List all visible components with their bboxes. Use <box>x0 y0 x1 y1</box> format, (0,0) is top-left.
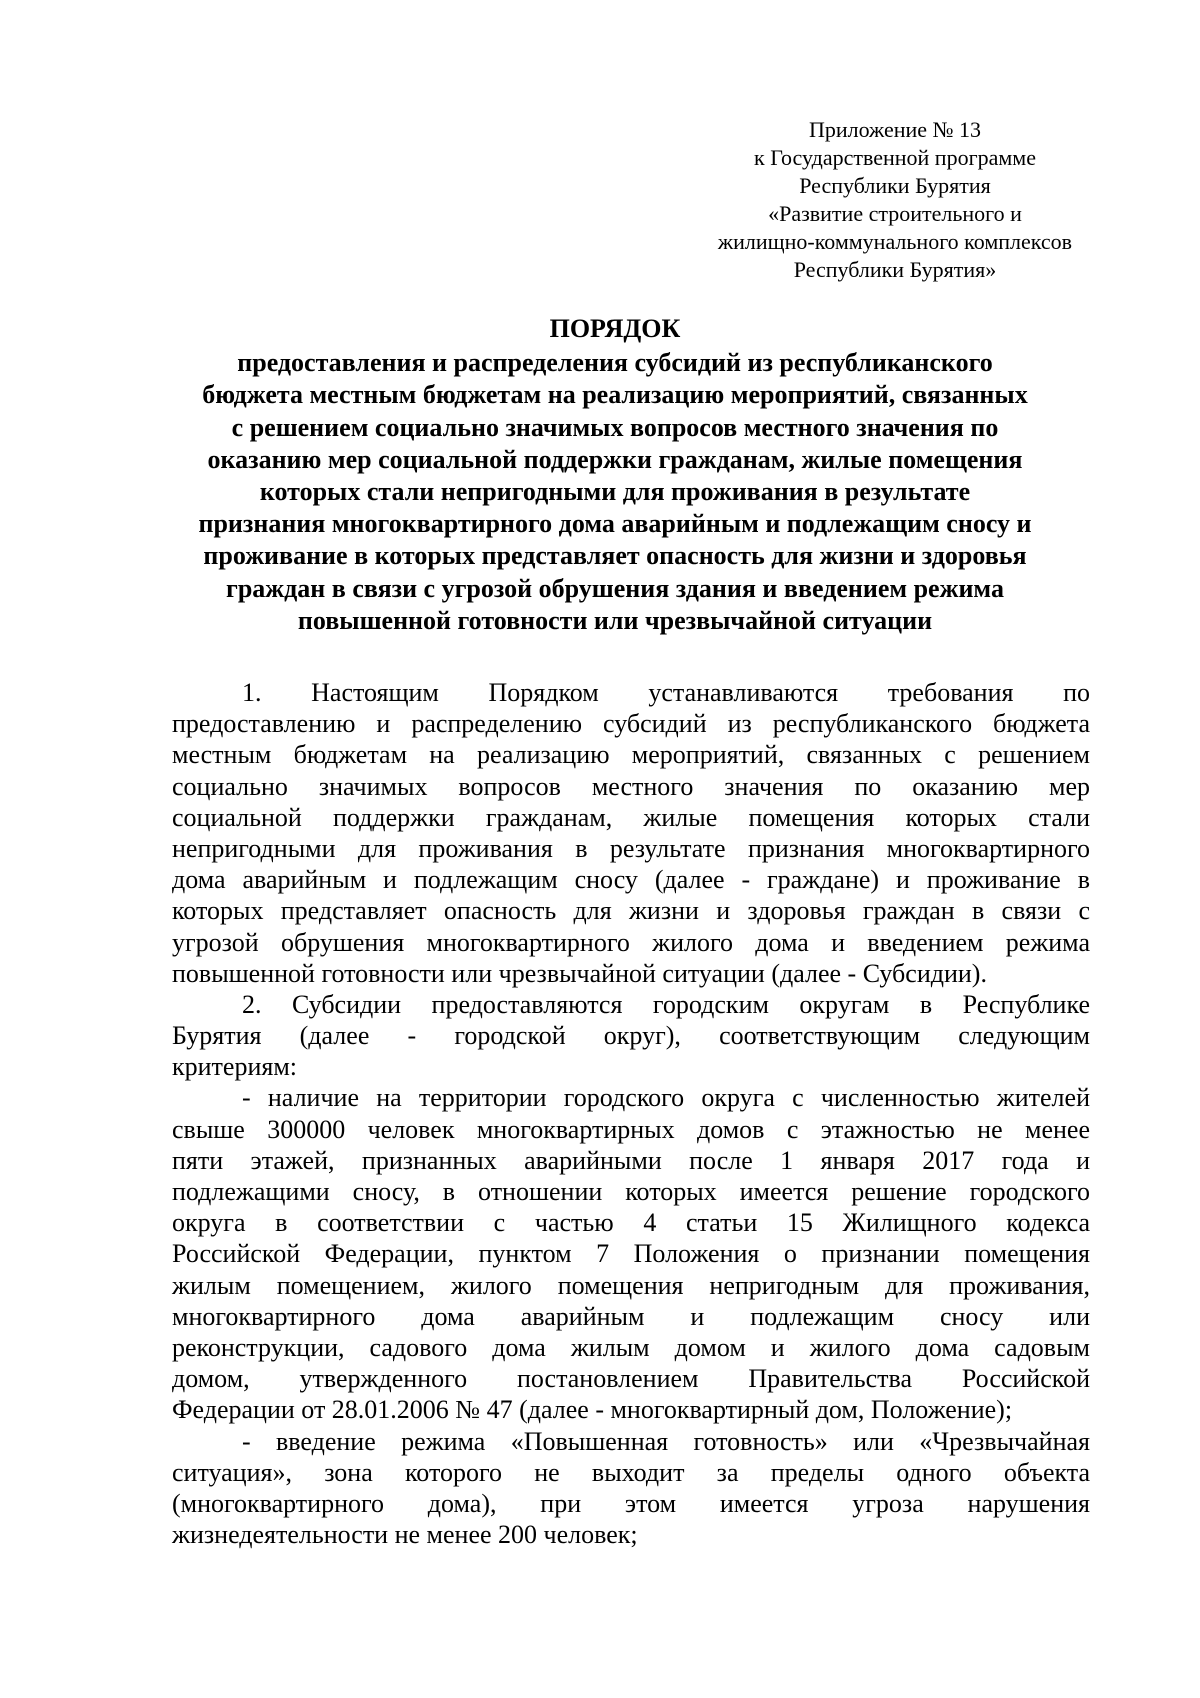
title-line: проживание в которых представляет опасность для жизни и здоровья <box>203 541 1027 571</box>
paragraph-1-line: которых представляет опасность для жизни и здоровья граждан в связи с <box>172 896 1090 926</box>
title-line: признания многоквартирного дома аварийным и подлежащим сносу и <box>198 509 1032 539</box>
appendix-header <box>660 116 1130 284</box>
criterion-2-line: жизнедеятельности не менее 200 человек; <box>172 1520 638 1550</box>
criterion-1-line: подлежащими сносу, в отношении которых имеется решение городского <box>172 1177 1090 1206</box>
paragraph-1-line: 1. Настоящим Порядком устанавливаются требования по <box>242 678 1090 707</box>
appendix-line: Республики Бурятия <box>799 173 991 198</box>
document-body <box>172 677 1090 1550</box>
title-line: граждан в связи с угрозой обрушения здания и введением режима <box>226 573 1004 603</box>
title-main: ПОРЯДОК <box>549 314 681 343</box>
appendix-line: к Государственной программе <box>754 145 1036 170</box>
criterion-1-line: - наличие на территории городского округа с численностью жителей <box>242 1083 1090 1113</box>
appendix-line: «Развитие строительного и <box>768 201 1022 226</box>
paragraph-2-line: критериям: <box>172 1052 297 1082</box>
criterion-1-line: реконструкции, садового дома жилым домом и жилого дома садовым <box>172 1332 1090 1362</box>
criterion-1-line: округа в соответствии с частью 4 статьи 15 Жилищного кодекса <box>172 1208 1090 1238</box>
paragraph-1-line: социально значимых вопросов местного значения по оказанию мер <box>172 771 1090 801</box>
appendix-line: Приложение № 13 <box>808 117 982 142</box>
appendix-line: Республики Бурятия» <box>793 257 997 282</box>
criterion-1-line: многоквартирного дома аварийным и подлежащим сносу или <box>172 1301 1090 1331</box>
title-line: повышенной готовности или чрезвычайной ситуации <box>297 605 933 635</box>
title-line: бюджета местным бюджетам на реализацию мероприятий, связанных <box>202 380 1028 410</box>
paragraph-1-line: дома аварийным и подлежащим сносу (далее - граждане) и проживание в <box>172 865 1090 895</box>
paragraph-1-line: непригодными для проживания в результате признания многоквартирного <box>172 833 1090 863</box>
title-line: которых стали непригодными для проживания в результате <box>259 477 971 507</box>
criterion-1-line: Российской Федерации, пунктом 7 Положения о признании помещения <box>172 1239 1090 1269</box>
title-line: оказанию мер социальной поддержки гражданам, жилые помещения <box>207 444 1023 474</box>
criterion-1-line: жилым помещением, жилого помещения непригодным для проживания, <box>172 1270 1090 1300</box>
criterion-1-line: свыше 300000 человек многоквартирных домов с этажностью не менее <box>172 1114 1090 1144</box>
paragraph-1-line: социальной поддержки гражданам, жилые помещения которых стали <box>172 802 1090 832</box>
paragraph-2-line: 2. Субсидии предоставляются городским округам в Республике <box>242 989 1090 1019</box>
appendix-line: жилищно-коммунального комплексов <box>717 229 1073 254</box>
criterion-1-line: пяти этажей, признанных аварийными после 1 января 2017 года и <box>172 1145 1090 1175</box>
paragraph-1-line: повышенной готовности или чрезвычайной ситуации (далее - Субсидии). <box>172 958 987 988</box>
criterion-1-line: Федерации от 28.01.2006 № 47 (далее - многоквартирный дом, Положение); <box>172 1395 1013 1425</box>
document-title <box>150 313 1080 637</box>
paragraph-1-line: предоставлению и распределению субсидий из республиканского бюджета <box>172 709 1090 739</box>
title-line: предоставления и распределения субсидий из республиканского <box>237 348 993 378</box>
criterion-2-line: (многоквартирного дома), при этом имеется угроза нарушения <box>172 1488 1090 1518</box>
criterion-1-line: домом, утвержденного постановлением Правительства Российской <box>172 1364 1090 1394</box>
title-line: с решением социально значимых вопросов местного значения по <box>231 412 999 442</box>
criterion-2-line: - введение режима «Повышенная готовность» или «Чрезвычайная <box>242 1426 1090 1456</box>
paragraph-1-line: местным бюджетам на реализацию мероприятий, связанных с решением <box>172 740 1090 770</box>
paragraph-1-line: угрозой обрушения многоквартирного жилого дома и введением режима <box>172 927 1090 957</box>
paragraph-2-line: Бурятия (далее - городской округ), соответствующим следующим <box>172 1021 1090 1051</box>
criterion-2-line: ситуация», зона которого не выходит за пределы одного объекта <box>172 1457 1090 1487</box>
